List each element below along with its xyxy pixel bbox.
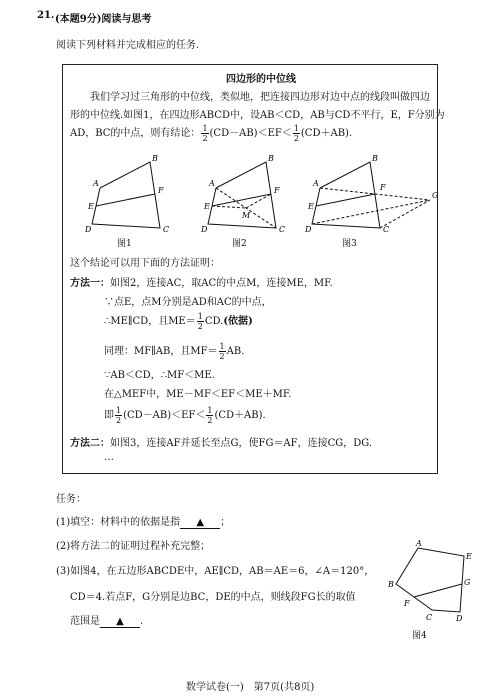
svg-text:E: E xyxy=(308,202,314,211)
material-p3: AD，BC的中点，则有结论： $\frac{1}{2}$ (CD－AB)＜EF＜ $\frac{1}{2}$ (CD＋AB). xyxy=(70,124,353,143)
task-3-line-2: CD＝4.若点F，G分别是边BC，DE的中点，则线段FG长的取值 xyxy=(70,592,356,603)
method-1-line-7: 即 $\frac{1}{2}$ (CD－AB)＜EF＜ $\frac{1}{2}$ (CD＋AB). xyxy=(104,406,266,425)
svg-text:E: E xyxy=(466,552,472,561)
question-number: 21. xyxy=(37,10,55,21)
tasks-heading: 任务： xyxy=(56,494,86,505)
svg-text:M: M xyxy=(242,211,251,220)
svg-text:F: F xyxy=(404,599,410,608)
proof-intro: 这个结论可以用下面的方法证明： xyxy=(70,258,220,269)
method-2-ellipsis: … xyxy=(104,452,114,463)
svg-text:F: F xyxy=(274,186,280,195)
svg-text:D: D xyxy=(456,614,463,623)
svg-text:D: D xyxy=(201,225,208,232)
svg-text:B: B xyxy=(372,154,378,163)
material-p1: 我们学习过三角形的中位线，类似地，把连接四边形对边中点的线段叫做四边 xyxy=(90,92,430,103)
svg-text:G: G xyxy=(432,191,439,200)
svg-text:B: B xyxy=(268,154,274,163)
svg-text:A: A xyxy=(209,179,215,188)
svg-text:C: C xyxy=(426,613,433,622)
method-2-line-1: 方法二：如图3，连接AF并延长至点G，使FG＝AF，连接CG，DG. xyxy=(70,438,373,449)
svg-text:A: A xyxy=(313,179,319,188)
figure-2 xyxy=(196,152,296,232)
figure-3 xyxy=(300,152,440,232)
figure-4 xyxy=(386,540,476,624)
svg-text:C: C xyxy=(163,225,170,232)
method-1-line-3: ∴ME∥CD，且ME＝ $\frac{1}{2}$ CD.(依据) xyxy=(104,312,253,331)
svg-text:E: E xyxy=(204,202,210,211)
svg-text:E: E xyxy=(88,202,94,211)
material-p2: 形的中位线.如图1，在四边形ABCD中，设AB＜CD，AB与CD不平行，E，F分别为 xyxy=(70,110,445,121)
task-1: (1)填空：材料中的依据是指 ▲ ； xyxy=(56,517,231,528)
figure-3-caption: 图3 xyxy=(342,239,357,249)
svg-text:G: G xyxy=(464,578,471,587)
intro-text: 阅读下列材料并完成相应的任务. xyxy=(56,40,200,51)
task-2: (2)将方法二的证明过程补充完整； xyxy=(56,541,211,552)
method-1-line-5: ∵AB＜CD，∴MF＜ME. xyxy=(104,370,215,381)
svg-text:C: C xyxy=(383,225,390,232)
material-title: 四边形的中位线 xyxy=(226,74,296,85)
figure-1-caption: 图1 xyxy=(117,239,132,249)
svg-text:A: A xyxy=(416,540,422,548)
svg-text:C: C xyxy=(279,225,286,232)
method-1-line-1: 方法一：如图2，连接AC，取AC的中点M，连接ME，MF. xyxy=(70,278,333,289)
figure-4-caption: 图4 xyxy=(412,631,427,641)
method-1-line-4: 同理：MF∥AB，且MF＝ $\frac{1}{2}$ AB. xyxy=(104,342,245,361)
task-3-line-3: 范围是 ▲ . xyxy=(70,616,144,627)
svg-text:F: F xyxy=(380,183,386,192)
svg-text:D: D xyxy=(305,225,312,232)
method-1-line-6: 在△MEF中，ME－MF＜EF＜ME＋MF. xyxy=(104,389,292,400)
method-1-line-2: ∵点E，点M分别是AD和AC的中点， xyxy=(104,297,272,308)
figure-1 xyxy=(80,152,190,232)
svg-text:D: D xyxy=(85,225,92,232)
svg-text:F: F xyxy=(158,186,164,195)
figure-2-caption: 图2 xyxy=(232,239,247,249)
svg-text:B: B xyxy=(152,154,158,163)
task-3-line-1: (3)如图4，在五边形ABCDE中，AE∥CD，AB＝AE＝6，∠A＝120°， xyxy=(56,566,375,577)
svg-text:A: A xyxy=(93,179,99,188)
page-footer: 数学试卷(一) 第7页(共8页) xyxy=(186,682,315,693)
svg-text:B: B xyxy=(388,580,394,589)
question-tag: (本题9分)阅读与思考 xyxy=(55,14,152,25)
